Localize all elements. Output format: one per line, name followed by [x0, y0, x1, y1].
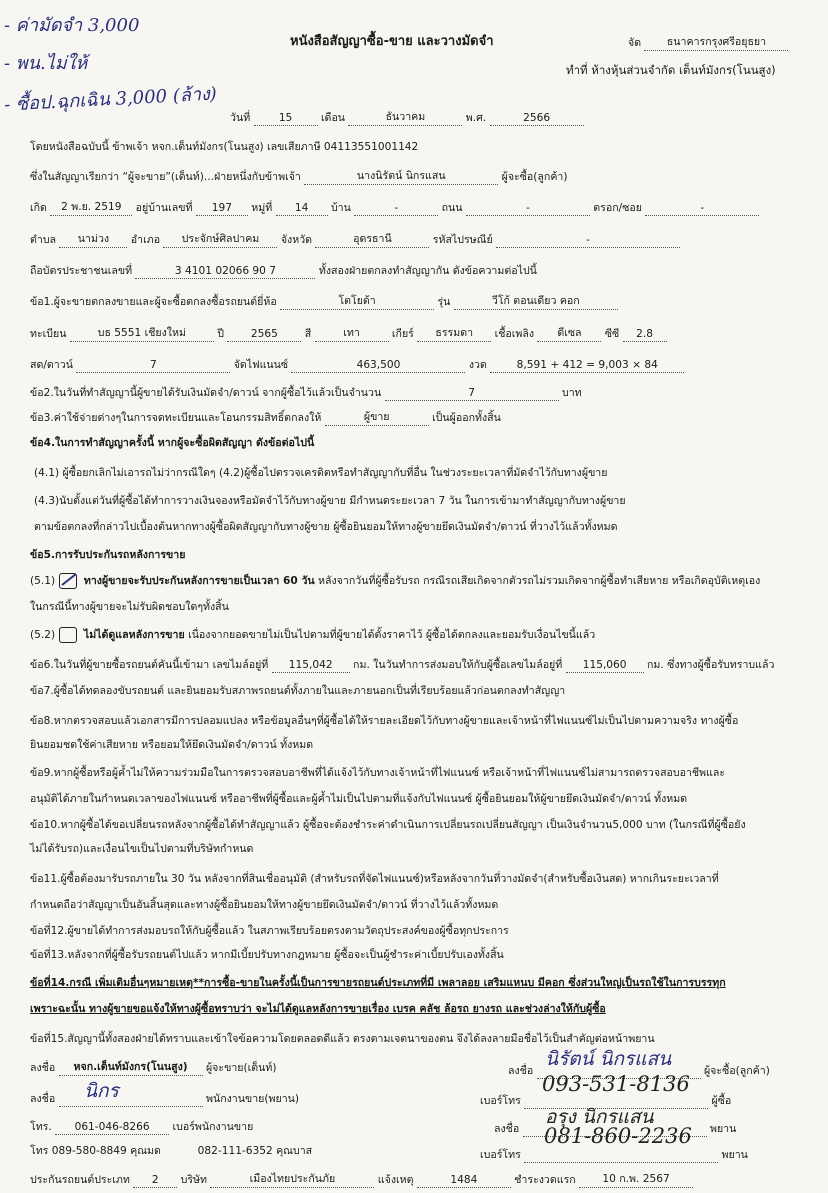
clause-15: ข้อที่15.สัญญานี้ทั้งสองฝ่ายได้ทราบและเข้าใจข้อความโดยตลอดดีแล้ว ตรงตามเจตนาของตน จึงได้ลงลายมือชื่อไว้เป็นสำคัญต่อหน้าพยาน	[30, 1033, 655, 1045]
margin-note-deposit: - ค่ามัดจำ 3,000	[4, 15, 140, 36]
document-title: หนังสือสัญญาซื้อ-ขาย และวางมัดจำ	[290, 34, 494, 49]
clause-14: ข้อที่14.กรณี เพิ่มเติมอื่นๆหมายเหตุ**การซื้อ-ขายในครั้งนี้เป็นการขายรถยนต์ประเภทที่มี เพลาลอย เสริมแหนบ มีคอก ซึ่งส่วนใหญ่เป็นรถใช้ในการบรรทุก	[30, 977, 726, 989]
buyer-phone-line: เบอร์โทร ผู้ซื้อ	[480, 1095, 732, 1107]
buyer-signature-line: ลงชื่อ ผู้จะซื้อ(ลูกค้า)	[508, 1065, 770, 1077]
staff-signature: นิกร	[84, 1080, 119, 1102]
witness-phone: 081-860-2236	[544, 1124, 692, 1148]
buyer-phone: 093-531-8136	[542, 1072, 690, 1096]
clause-4-3b: ตามข้อตกลงที่กล่าวไปเบื้องต้นหากทางผู้ซื้อผิดสัญญากับทางผู้ขาย ผู้ซื้อยินยอมให้ทางผู้ขายยึดเงินมัดจำ/ดาวน์ ที่วางไว้แล้วทั้งหมด	[34, 521, 618, 533]
intro-line-2: ซึ่งในสัญญาเรียกว่า “ผู้จะขาย”(เต็นท์)...ฝ่ายหนึ่งกับข้าพเจ้า นางนิรัตน์ นิกรแสน ผู้จะซื้อ(ลูกค้า)	[30, 167, 568, 185]
seller-signature-line: ลงชื่อ หจก.เต็นท์มังกร(โนนสูง) ผู้จะขาย(เต็นท์)	[30, 1058, 276, 1076]
vehicle-line-3: สด/ดาวน์ 7 จัดไฟแนนซ์ 463,500 งวด 8,591 + 412 = 9,003 × 84	[30, 356, 684, 373]
clause-4-3: (4.3)นับตั้งแต่วันที่ผู้ซื้อได้ทำการวางเงินจองหรือมัดจำไว้กับทางผู้ขาย มีกำหนดระยะเวลา 7 วัน ในการเข้ามาทำสัญญากับทางผู้ขาย	[34, 495, 626, 507]
staff-signature-line: ลงชื่อ พนักงานขาย(พยาน)	[30, 1093, 300, 1105]
clause-2: ข้อ2.ในวันที่ทำสัญญานี้ผู้ขายได้รับเงินมัดจำ/ดาวน์ จากผู้ซื้อไว้แล้วเป็นจำนวน 7 บาท	[30, 387, 582, 399]
id-number: 3 4101 02066 90 7	[135, 265, 315, 279]
clause-7: ข้อ7.ผู้ซื้อได้ทดลองขับรถยนต์ และยินยอมรับสภาพรถยนต์ทั้งภายในและภายนอกเป็นที่เรียบร้อยแล้วก่อนตกลงทำสัญญา	[30, 685, 566, 697]
clause-5-1b: ในกรณีนี้ทางผู้ขายจะไม่รับผิดชอบใดๆทั้งสิ้น	[30, 601, 229, 613]
witness-signature: อรุง นิกรแสน	[545, 1106, 654, 1128]
clause-6: ข้อ6.ในวันที่ผู้ขายซื้อรถยนต์คันนี้เข้ามา เลขไมล์อยู่ที่ 115,042 กม. ในวันทำการส่งมอบให้กับผู้ซื้อเลขไมล์อยู่ที่ 115,060 กม. ซึ่งทางผู้ซื้อรับทราบแล้ว	[30, 659, 775, 671]
buyer-name: นางนิรัตน์ นิกรแสน	[304, 167, 498, 185]
contract-location: ทำที่ ห้างหุ้นส่วนจำกัด เต็นท์มังกร(โนนสูง)	[566, 63, 776, 77]
check-mark-icon	[60, 572, 78, 588]
finance-company: จัด ธนาคารกรุงศรีอยุธยา	[628, 33, 788, 51]
witness-phone-line: เบอร์โทร พยาน	[480, 1149, 748, 1161]
clause-5-title: ข้อ5.การรับประกันรถหลังการขาย	[30, 549, 186, 561]
contact-line: โทร 089-580-8849 คุณมด 082-111-6352 คุณบาส	[30, 1145, 313, 1157]
checkbox-no-warranty	[59, 627, 77, 643]
clause-5-1: (5.1) ทางผู้ขายจะรับประกันหลังการขายเป็นเวลา 60 วัน หลังจากวันที่ผู้ซื้อรับรถ กรณีรถเสียเกิดจากตัวรถไม่รวมเกิดจากผู้ซื้อทำเสียหาย หรือเกิดอุบัติเหตุเอง	[30, 572, 760, 589]
clause-8b: ยินยอมชดใช้ค่าเสียหาย หรือยอมให้ยึดเงินมัดจำ/ดาวน์ ทั้งหมด	[30, 739, 314, 751]
clause-13: ข้อที่13.หลังจากที่ผู้ซื้อรับรถยนต์ไปแล้ว หากมีเบี้ยปรับทางกฎหมาย ผู้ซื้อจะเป็นผู้ชำระค่าเบี้ยปรับเองทั้งสิ้น	[30, 949, 504, 961]
margin-note-staff: - พน.ไม่ให้	[4, 53, 88, 74]
clause-9b: อนุมัติได้ภายในกำหนดเวลาของไฟแนนซ์ หรืออาชีพที่ผู้ซื้อและผู้ค้ำไม่เป็นไปตามที่แจ้งกับไฟแนนซ์ ผู้ซื้อยินยอมให้ผู้ขายยึดเงินมัดจำ/ดาวน์ ทั้งหมด	[30, 793, 688, 805]
checkbox-warranty-checked	[59, 573, 77, 589]
insurance-line: ประกันรถยนต์ประเภท 2 บริษัท เมืองไทยประกันภัย แจ้งเหตุ 1484 ชำระงวดแรก 10 ก.พ. 2567	[30, 1170, 693, 1188]
margin-note-emergency: - ซื้อป.ฉุกเฉิน 3,000 (ล้าง)	[3, 83, 218, 116]
clause-11: ข้อ11.ผู้ซื้อต้องมารับรถภายใน 30 วัน หลังจากที่สินเชื่ออนุมัติ (สำหรับรถที่จัดไฟแนนซ์)หรือหลังจากวันที่วางมัดจำ(สำหรับซื้อเงินสด) หากเกินระยะเวลาที่	[30, 873, 719, 885]
sales-phone-line: โทร. 061-046-8266 เบอร์พนักงานขาย	[30, 1121, 254, 1133]
intro-line-5: ถือบัตรประชาชนเลขที่ 3 4101 02066 90 7 ทั้งสองฝ่ายตกลงทำสัญญากัน ดังข้อความต่อไปนี้	[30, 265, 537, 277]
vehicle-line-1: ข้อ1.ผู้จะขายตกลงขายและผู้จะซื้อตกลงซื้อรถยนต์ยี่ห้อ โตโยต้า รุ่น วีโก้ ตอนเดียว คอก	[30, 292, 618, 310]
clause-4-title: ข้อ4.ในการทำสัญญาครั้งนี้ หากผู้จะซื้อผิดสัญญา ดังข้อต่อไปนี้	[30, 437, 315, 449]
clause-9: ข้อ9.หากผู้ซื้อหรือผู้ค้ำไม่ให้ความร่วมมือในการตรวจสอบอาชีพที่ได้แจ้งไว้กับทางเจ้าหน้าที่ไฟแนนซ์ หรือเจ้าหน้าที่ไฟแนนซ์ไม่สามารถตรวจสอบอาชีพและ	[30, 767, 726, 779]
clause-14b: เพราะฉะนั้น ทางผู้ขายขอแจ้งให้ทางผู้ซื้อทราบว่า จะไม่ได้ดูแลหลังการขายเรื่อง เบรค คลัช ล้อรถ ยางรถ และช่วงล่างให้กับผู้ซื้อ	[30, 1003, 606, 1015]
clause-10: ข้อ10.หากผู้ซื้อได้ขอเปลี่ยนรถหลังจากผู้ซื้อได้ทำสัญญาแล้ว ผู้ซื้อจะต้องชำระค่าดำเนินการเปลี่ยนรถเปลี่ยนสัญญา เป็นเงินจำนวน5,000 บาท (ในกรณีที่ผู้ซื้อยัง	[30, 819, 746, 831]
buyer-signature: นิรัตน์ นิกรแสน	[545, 1048, 672, 1070]
intro-line-1: โดยหนังสือฉบับนี้ ข้าพเจ้า หจก.เต็นท์มังกร(โนนสูง) เลขเสียภาษี 04113551001142	[30, 141, 419, 153]
intro-line-4: ตำบล นาม่วง อำเภอ ประจักษ์ศิลปาคม จังหวัด อุดรธานี รหัสไปรษณีย์ -	[30, 230, 680, 248]
clause-12: ข้อที่12.ผู้ขายได้ทำการส่งมอบรถให้กับผู้ซื้อแล้ว ในสภาพเรียบร้อยตรงตามวัตถุประสงค์ของผู้ซื้อทุกประการ	[30, 925, 509, 937]
clause-5-2: (5.2) ไม่ได้ดูแลหลังการขาย เนื่องจากยอดขายไม่เป็นไปตามที่ผู้ขายได้ตั้งราคาไว้ ผู้ซื้อได้ตกลงและยอมรับเงื่อนไขนี้แล้ว	[30, 629, 596, 641]
clause-8: ข้อ8.หากตรวจสอบแล้วเอกสารมีการปลอมแปลง หรือข้อมูลอื่นๆที่ผู้ซื้อได้ให้รายละเอียดไว้กับทางผู้ขายและเจ้าหน้าที่ไฟแนนซ์ไม่เป็นไปตามความจริง ทางผู้ซื้อ	[30, 715, 739, 727]
clause-11b: กำหนดถือว่าสัญญาเป็นอันสิ้นสุดและทางผู้ซื้อยินยอมให้ทางผู้ขายยึดเงินมัดจำ/ดาวน์ ที่วางไว้แล้วทั้งหมด	[30, 899, 499, 911]
witness-signature-line: ลงชื่อ พยาน	[494, 1123, 737, 1135]
vehicle-line-2: ทะเบียน บธ 5551 เชียงใหม่ ปี 2565 สี เทา เกียร์ ธรรมดา เชื้อเพลิง ดีเซล ซีซี 2.8	[30, 324, 667, 342]
contract-date: วันที่ 15 เดือน ธันวาคม พ.ศ. 2566	[230, 108, 584, 126]
intro-line-3: เกิด 2 พ.ย. 2519 อยู่บ้านเลขที่ 197 หมู่ที่ 14 บ้าน - ถนน - ตรอก/ซอย -	[30, 198, 759, 216]
clause-10b: ไม่ได้รับรถ)และเงื่อนไขเป็นไปตามที่บริษัทกำหนด	[30, 843, 254, 855]
clause-4-1: (4.1) ผู้ซื้อยกเลิกไม่เอารถไม่ว่ากรณีใดๆ (4.2)ผู้ซื้อไปตรวจเครดิตหรือทำสัญญากับที่อื่น ในช่วงระยะเวลาที่มัดจำไว้กับทางผู้ขาย	[34, 467, 608, 479]
clause-3: ข้อ3.ค่าใช้จ่ายต่างๆในการจดทะเบียนและโอนกรรมสิทธิ์ตกลงให้ ผู้ขาย เป็นผู้ออกทั้งสิ้น	[30, 408, 501, 426]
